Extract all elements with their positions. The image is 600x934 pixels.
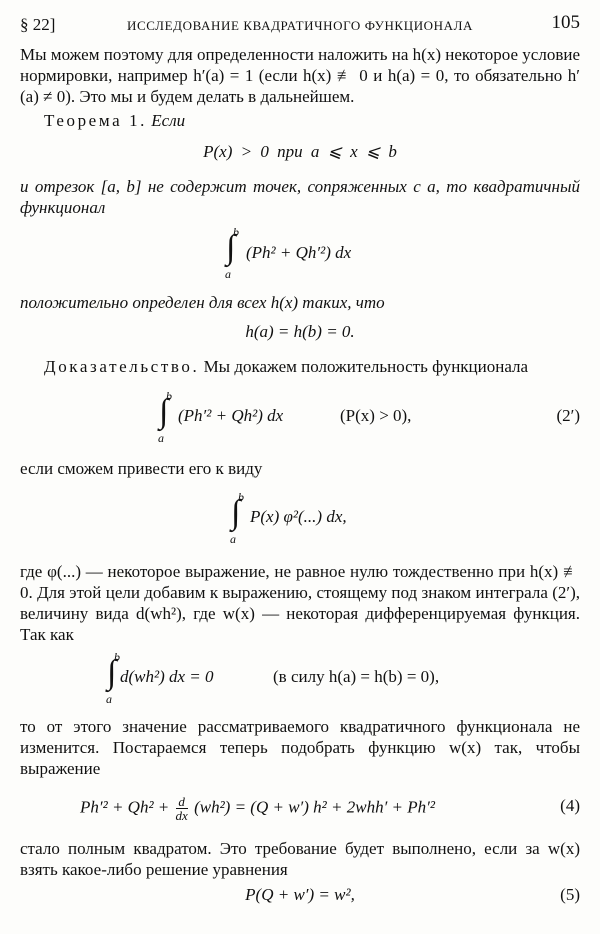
proof-label: Доказательство. <box>44 357 200 376</box>
equation-number-4: (4) <box>560 796 580 815</box>
section-ref: § 22] <box>20 15 56 34</box>
int2-lower-limit: a <box>158 431 164 445</box>
page-number: 105 <box>551 12 580 33</box>
int2-upper-limit: b <box>166 389 172 403</box>
theorem-label: Теорема 1. <box>44 111 148 130</box>
int4-integrand: d(wh²) dx = 0 <box>120 667 214 686</box>
proof-heading <box>20 356 580 377</box>
theorem-if: Если <box>151 111 186 130</box>
proof-text: Мы докажем положительность функционала <box>203 357 529 376</box>
paragraph-complete-square: стало полным квадратом. Это требование будет выполнено, если за w(x) взять какое-либо решение уравнения <box>20 839 580 879</box>
eq4-frac-numerator: d <box>176 795 188 809</box>
int3-upper-limit: b <box>238 490 244 504</box>
paragraph-unchanged: то от этого значение рассматриваемого квадратичного функционала не изменится. Постараемся теперь подобрать функцию w(x) так, чтобы выражение <box>20 717 580 778</box>
integral-sign: ∫ <box>231 494 241 531</box>
int1-upper-limit: b <box>233 225 239 239</box>
eq4-right: (wh²) = (Q + w′) h² + 2whh′ + Ph′² <box>194 797 435 817</box>
int3-integrand: P(x) φ²(...) dx, <box>250 507 347 526</box>
equation-number-2prime: (2′) <box>556 406 580 425</box>
int2-condition: (P(x) > 0), <box>340 406 412 425</box>
eq4-left: Ph′² + Qh² + <box>80 797 170 817</box>
int4-upper-limit: b <box>114 650 120 664</box>
int3-lower-limit: a <box>230 532 236 546</box>
theorem-heading <box>20 110 580 131</box>
paragraph-transform: если сможем привести его к виду <box>20 459 263 478</box>
paragraph-phi: где φ(...) — некоторое выражение, не равное нулю тождественно при h(x) ≢ 0. Для этой цели добавим к выражению, стоящему под знаком интеграла (2′), величину вида d(wh²), где w(x) — некоторая дифференцируемая функция. Так как <box>20 562 580 644</box>
integral-sign: ∫ <box>107 654 117 691</box>
paragraph-normalization: Мы можем поэтому для определенности наложить на h(x) некоторое условие нормировки, например h′(a) = 1 (если h(x) ≢ 0 и h(a) = 0, то обязательно h′(a) ≠ 0). Это мы и будем делать в дальнейшем. <box>20 45 580 106</box>
eq4-frac-denominator: dx <box>175 808 188 823</box>
equation-boundary: h(a) = h(b) = 0. <box>245 322 355 341</box>
integral-sign: ∫ <box>226 229 236 266</box>
int4-lower-limit: a <box>106 692 112 706</box>
int1-lower-limit: a <box>225 267 231 281</box>
int1-integrand: (Ph² + Qh′²) dx <box>246 243 352 262</box>
chapter-title: ИССЛЕДОВАНИЕ КВАДРАТИЧНОГО ФУНКЦИОНАЛА <box>126 18 474 33</box>
integral-sign: ∫ <box>159 393 169 430</box>
equation-number-5: (5) <box>560 885 580 904</box>
eq4-expression <box>80 795 435 822</box>
eq5-expression: P(Q + w′) = w², <box>245 885 355 904</box>
theorem-statement: и отрезок [a, b] не содержит точек, сопряженных с a, то квадратичный функционал <box>20 177 580 217</box>
int2-integrand: (Ph′² + Qh²) dx <box>178 406 284 425</box>
running-header <box>20 14 580 36</box>
equation-condition: P(x) > 0 при a ⩽ x ⩽ b <box>203 142 397 161</box>
int4-condition: (в силу h(a) = h(b) = 0), <box>273 667 440 686</box>
eq4-derivative-fraction <box>176 795 188 822</box>
theorem-conclusion: положительно определен для всех h(x) таких, что <box>20 293 385 312</box>
